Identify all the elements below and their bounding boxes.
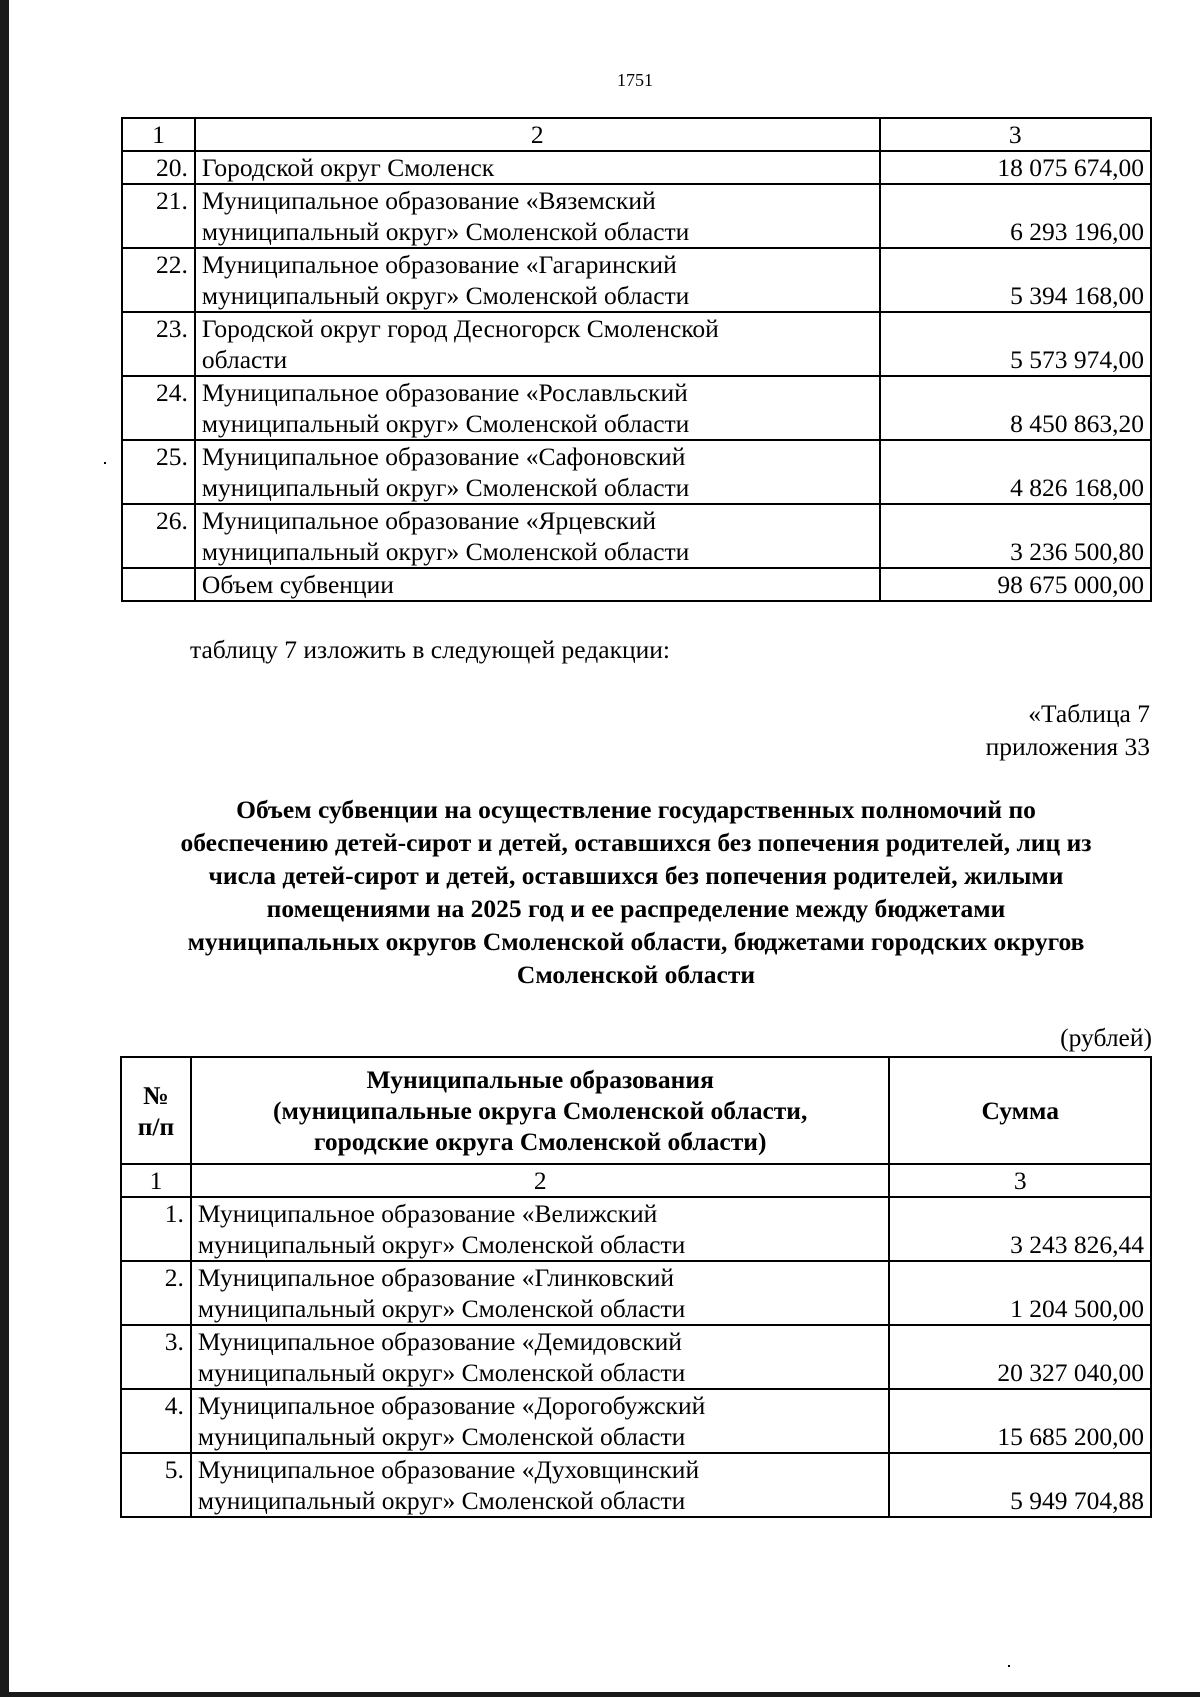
page-number: 1751 bbox=[617, 70, 653, 90]
title-line: муниципальных округов Смоленской области, бюджетами городских округов bbox=[187, 927, 1085, 956]
scan-speck bbox=[1008, 1665, 1010, 1667]
row-sum: 5 394 168,00 bbox=[880, 248, 1151, 312]
header-line: (муниципальные округа Смоленской области, bbox=[273, 1096, 808, 1125]
row-sum: 1 204 500,00 bbox=[889, 1261, 1151, 1325]
total-label: Объем субвенции bbox=[195, 568, 880, 601]
row-number: 21. bbox=[122, 184, 195, 248]
row-name bbox=[195, 440, 880, 504]
name-line: Городской округ город Десногорск Смоленской bbox=[201, 314, 719, 343]
table-row bbox=[122, 440, 1151, 504]
table-row bbox=[121, 1197, 1151, 1261]
scan-edge-bottom bbox=[0, 1692, 1200, 1697]
row-number: 1. bbox=[121, 1197, 191, 1261]
scan-edge bbox=[0, 0, 9, 1697]
header-num bbox=[121, 1057, 191, 1164]
table-index-row bbox=[121, 1164, 1151, 1197]
row-name bbox=[191, 1325, 890, 1389]
row-name bbox=[191, 1453, 890, 1517]
table-row bbox=[121, 1453, 1151, 1517]
table-subvention bbox=[120, 1056, 1152, 1518]
row-number: 24. bbox=[122, 376, 195, 440]
name-line: муниципальный округ» Смоленской области bbox=[201, 217, 690, 246]
title-line: Смоленской области bbox=[516, 960, 756, 989]
caption-line: «Таблица 7 bbox=[1028, 699, 1150, 728]
table-index-row bbox=[122, 118, 1151, 151]
table-total-row bbox=[122, 568, 1151, 601]
name-line: муниципальный округ» Смоленской области bbox=[197, 1422, 686, 1451]
row-name bbox=[191, 1261, 890, 1325]
name-line: муниципальный округ» Смоленской области bbox=[197, 1486, 686, 1515]
row-number: 20. bbox=[122, 151, 195, 184]
column-index: 1 bbox=[122, 118, 195, 151]
table-header-row bbox=[121, 1057, 1151, 1164]
name-line: муниципальный округ» Смоленской области bbox=[201, 473, 690, 502]
column-index: 2 bbox=[191, 1164, 890, 1197]
row-sum: 8 450 863,20 bbox=[880, 376, 1151, 440]
name-line: Муниципальное образование «Гагаринский bbox=[201, 250, 677, 279]
row-number: 4. bbox=[121, 1389, 191, 1453]
amendment-paragraph: таблицу 7 изложить в следующей редакции: bbox=[190, 635, 670, 664]
row-sum: 3 236 500,80 bbox=[880, 504, 1151, 568]
name-line: Городской округ Смоленск bbox=[201, 153, 495, 182]
name-line: муниципальный округ» Смоленской области bbox=[201, 281, 690, 310]
title-line: обеспечению детей-сирот и детей, оставшихся без попечения родителей, лиц из bbox=[180, 828, 1092, 857]
row-sum: 5 949 704,88 bbox=[889, 1453, 1151, 1517]
name-line: муниципальный округ» Смоленской области bbox=[197, 1230, 686, 1259]
row-sum: 18 075 674,00 bbox=[880, 151, 1151, 184]
caption-line: приложения 33 bbox=[985, 732, 1150, 761]
name-line: муниципальный округ» Смоленской области bbox=[197, 1358, 686, 1387]
scan-speck bbox=[104, 462, 106, 464]
column-index: 3 bbox=[880, 118, 1151, 151]
name-line: муниципальный округ» Смоленской области bbox=[201, 537, 690, 566]
table-row bbox=[122, 504, 1151, 568]
table-continuation bbox=[121, 117, 1152, 602]
row-name bbox=[195, 376, 880, 440]
name-line: Муниципальное образование «Рославльский bbox=[201, 378, 688, 407]
row-sum: 20 327 040,00 bbox=[889, 1325, 1151, 1389]
header-line: п/п bbox=[137, 1111, 175, 1141]
table-row bbox=[122, 248, 1151, 312]
table-row bbox=[121, 1261, 1151, 1325]
row-name bbox=[195, 184, 880, 248]
name-line: Муниципальное образование «Глинковский bbox=[197, 1263, 675, 1292]
row-number: 23. bbox=[122, 312, 195, 376]
row-number: 26. bbox=[122, 504, 195, 568]
table-row bbox=[121, 1325, 1151, 1389]
name-line: Муниципальное образование «Велижский bbox=[197, 1199, 658, 1228]
table-row bbox=[122, 312, 1151, 376]
column-index: 1 bbox=[121, 1164, 191, 1197]
row-name bbox=[195, 151, 880, 184]
name-line: Муниципальное образование «Дорогобужский bbox=[197, 1391, 706, 1420]
row-sum: 3 243 826,44 bbox=[889, 1197, 1151, 1261]
name-line: муниципальный округ» Смоленской области bbox=[197, 1294, 686, 1323]
name-line: области bbox=[201, 345, 288, 374]
row-number: 2. bbox=[121, 1261, 191, 1325]
row-sum: 5 573 974,00 bbox=[880, 312, 1151, 376]
header-line: городские округа Смоленской области) bbox=[313, 1127, 767, 1156]
row-name bbox=[195, 248, 880, 312]
header-line: Муниципальные образования bbox=[366, 1065, 714, 1094]
row-name bbox=[191, 1389, 890, 1453]
column-index: 3 bbox=[889, 1164, 1151, 1197]
document-title bbox=[120, 793, 1152, 991]
table-row bbox=[122, 184, 1151, 248]
column-index: 2 bbox=[195, 118, 880, 151]
name-line: Муниципальное образование «Вяземский bbox=[201, 186, 656, 215]
table-row bbox=[122, 151, 1151, 184]
header-name bbox=[191, 1057, 890, 1164]
table-caption bbox=[986, 697, 1150, 763]
header-sum: Сумма bbox=[889, 1057, 1151, 1164]
row-number-empty bbox=[122, 568, 195, 601]
row-sum: 6 293 196,00 bbox=[880, 184, 1151, 248]
row-name bbox=[191, 1197, 890, 1261]
row-sum: 4 826 168,00 bbox=[880, 440, 1151, 504]
units-label: (рублей) bbox=[1060, 1023, 1152, 1052]
row-number: 25. bbox=[122, 440, 195, 504]
header-line: № bbox=[143, 1080, 169, 1110]
row-number: 22. bbox=[122, 248, 195, 312]
name-line: муниципальный округ» Смоленской области bbox=[201, 409, 690, 438]
row-name bbox=[195, 504, 880, 568]
name-line: Муниципальное образование «Духовщинский bbox=[197, 1455, 700, 1484]
row-number: 3. bbox=[121, 1325, 191, 1389]
name-line: Муниципальное образование «Ярцевский bbox=[201, 506, 657, 535]
title-line: числа детей-сирот и детей, оставшихся без попечения родителей, жилыми bbox=[208, 861, 1064, 890]
row-sum: 15 685 200,00 bbox=[889, 1389, 1151, 1453]
row-number: 5. bbox=[121, 1453, 191, 1517]
name-line: Муниципальное образование «Сафоновский bbox=[201, 442, 686, 471]
title-line: Объем субвенции на осуществление государственных полномочий по bbox=[236, 795, 1036, 824]
table-row bbox=[121, 1389, 1151, 1453]
title-line: помещениями на 2025 год и ее распределение между бюджетами bbox=[266, 894, 1006, 923]
name-line: Муниципальное образование «Демидовский bbox=[197, 1327, 682, 1356]
total-sum: 98 675 000,00 bbox=[880, 568, 1151, 601]
table-row bbox=[122, 376, 1151, 440]
row-name bbox=[195, 312, 880, 376]
